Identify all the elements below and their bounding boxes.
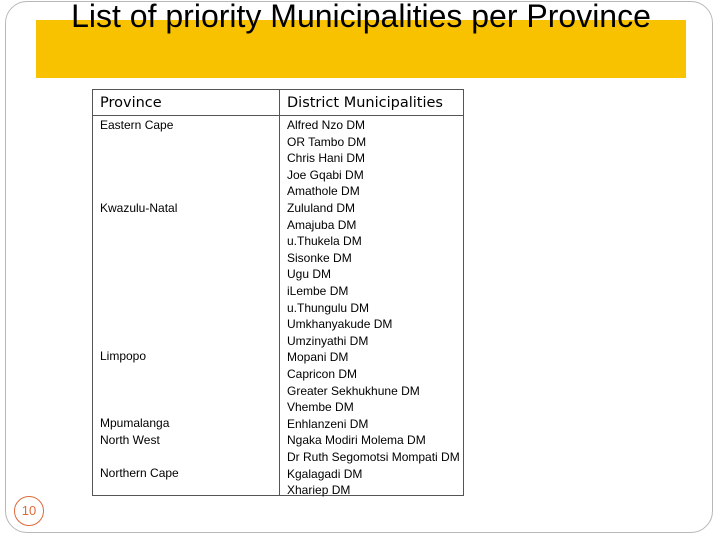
header-district: District Municipalities [287, 95, 443, 111]
district-cell: Chris Hani DM [287, 151, 366, 166]
table-header-divider [92, 115, 464, 116]
district-cell: Capricon DM [287, 367, 358, 381]
district-cell: Ugu DM [287, 267, 332, 282]
district-cell: Kgalagadi DM [287, 466, 363, 481]
district-cell: Umzinyathi DM [287, 333, 369, 348]
province-mpumalanga: Mpumalanga [100, 416, 170, 430]
district-cell: Amajuba DM [287, 217, 357, 232]
table-column-divider [279, 89, 280, 496]
district-cell: Zululand DM [287, 201, 356, 215]
district-cell: Mopani DM [287, 350, 349, 365]
province-north-west: North West [100, 433, 160, 447]
header-province: Province [100, 95, 162, 111]
district-cell: u.Thungulu DM [287, 300, 370, 315]
district-cell: Joe Gqabi DM [287, 167, 364, 182]
district-cell: Alfred Nzo DM [287, 118, 366, 132]
province-eastern-cape: Eastern Cape [100, 118, 174, 132]
district-cell: iLembe DM [287, 284, 349, 298]
province-limpopo: Limpopo [100, 349, 147, 363]
district-cell: Enhlanzeni DM [287, 416, 369, 431]
district-cell: u.Thukela DM [287, 234, 362, 249]
district-cell: Sisonke DM [287, 250, 352, 265]
page-number-badge: 10 [14, 496, 44, 526]
province-northern-cape: Northern Cape [100, 466, 179, 480]
district-cell: OR Tambo DM [287, 134, 367, 149]
district-cell: Umkhanyakude DM [287, 317, 393, 332]
table-border-right [463, 89, 464, 496]
slide-title: List of priority Municipalities per Province [71, 0, 651, 34]
province-kwazulu-natal: Kwazulu-Natal [100, 201, 178, 215]
table-border-left [92, 89, 93, 496]
district-cell: Greater Sekhukhune DM [287, 383, 420, 398]
district-cell: Amathole DM [287, 184, 360, 199]
table-border-bottom [92, 495, 464, 496]
district-cell: Xhariep DM [287, 483, 351, 498]
district-cell: Ngaka Modiri Molema DM [287, 433, 426, 448]
district-cell: Vhembe DM [287, 400, 354, 415]
table-border-top [92, 89, 464, 90]
district-cell: Dr Ruth Segomotsi Mompati DM [287, 450, 460, 464]
